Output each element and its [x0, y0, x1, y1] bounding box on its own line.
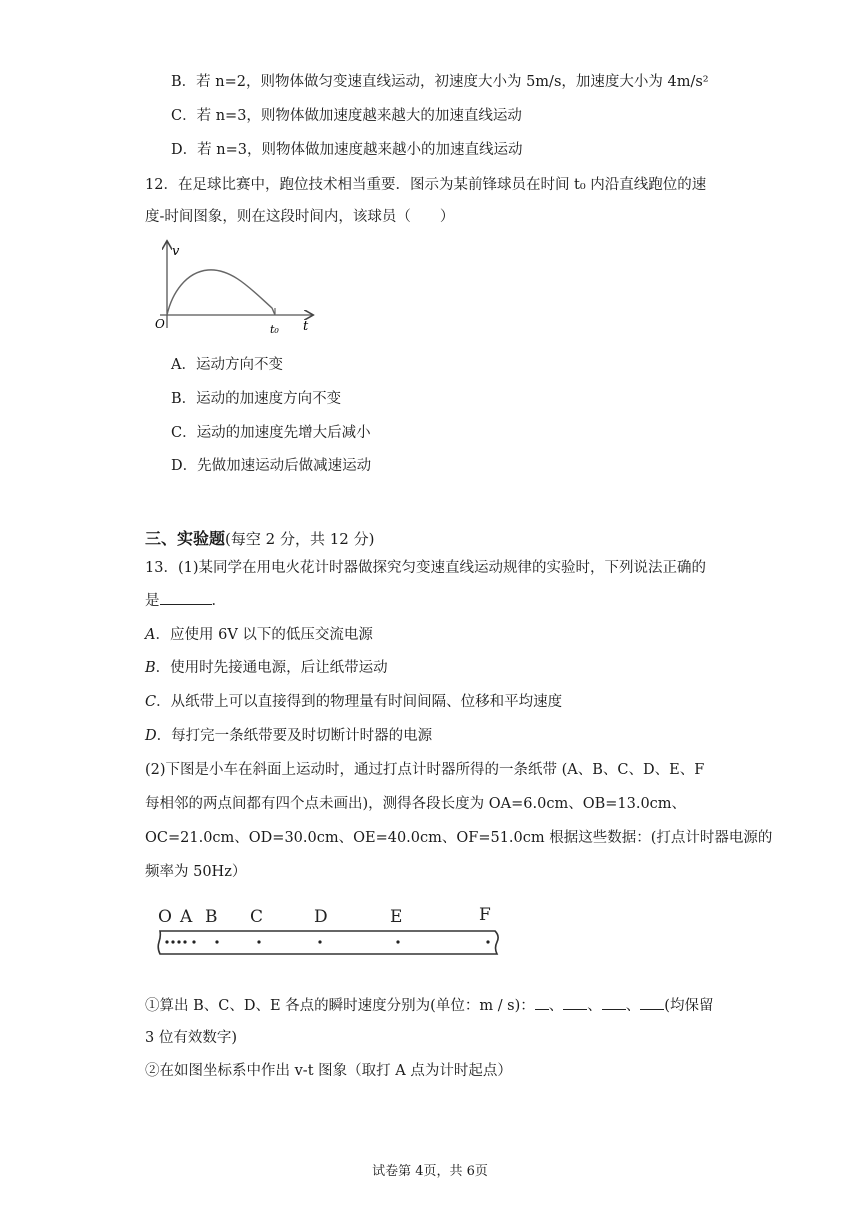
q13-sub2: ②在如图坐标系中作出 v-t 图象（取打 A 点为计时起点） [145, 1063, 512, 1079]
q13-option-a: A．应使用 6V 以下的低压交流电源 [145, 627, 373, 643]
tape-dot [396, 940, 399, 943]
q12-option-d: D．先做加速运动后做减速运动 [171, 458, 372, 474]
tape-dot [257, 940, 260, 943]
section-heading [145, 529, 374, 550]
tape-label-c: C [250, 907, 264, 927]
tape-dot [177, 940, 180, 943]
paper-tape-figure [150, 898, 510, 964]
tape-dot [486, 940, 489, 943]
section-title: 三、实验题 [145, 529, 226, 548]
q12-stem-line2: 度-时间图象，则在这段时间内，该球员（ ） [145, 209, 455, 225]
q13-part1-line1: 13．(1)某同学在用电火花计时器做探究匀变速直线运动规律的实验时，下列说法正确的 [145, 560, 706, 576]
tape-dot [171, 940, 174, 943]
tape-dot [192, 940, 195, 943]
velocity-time-graph [150, 238, 320, 338]
t-axis-label: t [303, 319, 309, 334]
q12-stem-line1: 12．在足球比赛中，跑位技术相当重要．图示为某前锋球员在时间 t₀ 内沿直线跑位的速 [145, 177, 707, 193]
answer-blank-c [563, 995, 587, 1010]
q13-part2-line2: 每相邻的两点间都有四个点未画出)，测得各段长度为 OA=6.0cm、OB=13.0cm、 [145, 796, 687, 812]
tape-label-e: E [390, 907, 403, 927]
q12-option-b: B．运动的加速度方向不变 [171, 391, 342, 407]
q13-part1-line2 [145, 590, 226, 611]
page-footer: 试卷第 4页，共 6页 [372, 1164, 488, 1179]
q13-sub1-line2: 3 位有效数字) [145, 1030, 237, 1046]
tape-dot [165, 940, 168, 943]
q13-part2-line1: (2)下图是小车在斜面上运动时，通过打点计时器所得的一条纸带 (A、B、C、D、E、F [145, 762, 705, 778]
q11-option-d: D．若 n=3，则物体做加速度越来越小的加速直线运动 [171, 142, 523, 158]
tape-label-a: A [180, 907, 193, 927]
answer-blank [160, 590, 212, 605]
q13-part1-text: 是 [145, 593, 160, 609]
q13-sub1-line1: ①算出 B、C、D、E 各点的瞬时速度分别为(单位：m / s)： 、 、 、 (均保留 [145, 995, 713, 1016]
tape-dot [215, 940, 218, 943]
answer-blank-b [535, 995, 549, 1010]
answer-blank-e [640, 995, 664, 1010]
q12-option-a: A．运动方向不变 [171, 357, 283, 373]
velocity-curve [167, 270, 275, 315]
tape-label-d: D [314, 907, 328, 927]
q13-part1-end: ． [211, 593, 226, 609]
q12-option-c: C．运动的加速度先增大后减小 [171, 425, 371, 441]
q13-option-d: D．每打完一条纸带要及时切断计时器的电源 [145, 728, 433, 744]
q13-option-c: C．从纸带上可以直接得到的物理量有时间间隔、位移和平均速度 [145, 694, 563, 710]
tape-dot [318, 940, 321, 943]
q13-option-b: B．使用时先接通电源，后让纸带运动 [145, 660, 388, 676]
tape-label-b: B [205, 907, 218, 927]
sub1-text: ①算出 B、C、D、E 各点的瞬时速度分别为(单位：m / s)： [145, 998, 535, 1014]
origin-label: O [155, 317, 165, 331]
tape-label-f: F [479, 905, 491, 925]
section-note: (每空 2 分，共 12 分) [225, 530, 375, 548]
q11-option-c: C．若 n=3，则物体做加速度越来越大的加速直线运动 [171, 108, 522, 124]
tape-label-o: O [158, 907, 172, 927]
tape-dot [183, 940, 186, 943]
q13-part2-line3: OC=21.0cm、OD=30.0cm、OE=40.0cm、OF=51.0cm 根据这些数据：(打点计时器电源的 [145, 830, 773, 846]
q11-option-b: B．若 n=2，则物体做匀变速直线运动，初速度大小为 5m/s，加速度大小为 4m/s² [171, 74, 709, 90]
t0-label: t₀ [270, 323, 279, 336]
tape-outline [158, 931, 498, 954]
answer-blank-d [602, 995, 626, 1010]
q13-part2-line4: 频率为 50Hz） [145, 864, 247, 880]
v-axis-label: v [172, 244, 180, 259]
